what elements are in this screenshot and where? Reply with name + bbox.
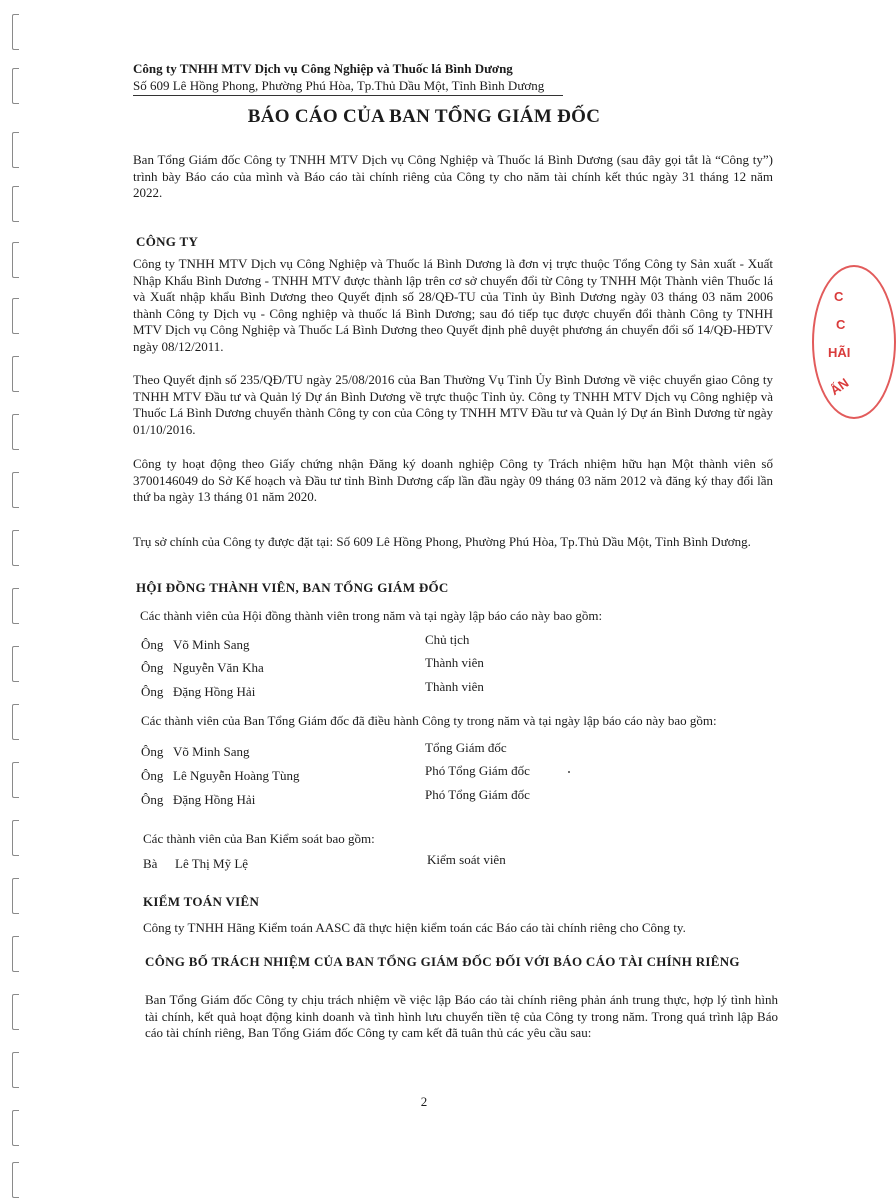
member-role: Thành viên [425,655,484,670]
company-paragraph-3: Công ty hoạt động theo Giấy chứng nhận Đăng ký doanh nghiệp Công ty Trách nhiệm hữu hạn Một thành viên số 3700146049 do Sở Kế hoạch và Đầu tư tỉnh Bình Dương cấp lần đầu ngày 09 tháng 03 năm 2012 và đăng ký thay đổi lần thứ ba ngày 13 tháng 01 năm 2020. [133,456,773,504]
responsibility-paragraph: Ban Tổng Giám đốc Công ty chịu trách nhiệm về việc lập Báo cáo tài chính riêng phản ánh trung thực, hợp lý tình hình tài chính, kết quả hoạt động kinh doanh và tình hình lưu chuyển tiền tệ của Công ty trong năm. Trong quá trình lập Báo cáo tài chính riêng, Ban Tổng Giám đốc Công ty cam kết đã tuân thủ các yêu cầu sau: [145,992,778,1040]
member-name: Nguyễn Văn Kha [173,660,264,675]
director-name: Lê Nguyễn Hoàng Tùng [173,768,300,783]
director-title: Ông [141,744,164,759]
director-name: Đặng Hồng Hải [173,792,256,807]
company-paragraph-4: Trụ sở chính của Công ty được đặt tại: Số 609 Lê Hồng Phong, Phường Phú Hòa, Tp.Thủ Dầu Một, Tỉnh Bình Dương. [133,534,751,549]
director-title: Ông [141,768,164,783]
director-role: Phó Tổng Giám đốc [425,763,530,778]
member-role: Thành viên [425,679,484,694]
page-number: 2 [420,1094,428,1109]
director-title: Ông [141,792,164,807]
supervisors-intro: Các thành viên của Ban Kiểm soát bao gồm: [143,831,375,846]
company-paragraph-1: Công ty TNHH MTV Dịch vụ Công Nghiệp và Thuốc lá Bình Dương là đơn vị trực thuộc Tổng Công ty Sản xuất - Xuất Nhập Khẩu Bình Dương - TNHH MTV được thành lập trên cơ sở chuyển đổi từ Công ty TNHH Một Thành viên Thuốc lá và Xuất nhập khẩu Bình Dương theo Quyết định số 28/QĐ-TU của Tỉnh ủy Bình Dương ngày 03 tháng 03 năm 2006 thành Công ty Dịch vụ - Công nghiệp và thuốc lá Bình Dương; sau đó tiếp tục được chuyển đổi thành Công ty TNHH MTV Dịch vụ Công Nghiệp và Thuốc Lá Bình Dương theo Quyết định phê duyệt phương án chuyển đổi số 14/QĐ-HĐTV ngày 08/12/2011. [133,256,773,354]
section-heading-responsibility: CÔNG BỐ TRÁCH NHIỆM CỦA BAN TỔNG GIÁM ĐỐC ĐỐI VỚI BÁO CÁO TÀI CHÍNH RIÊNG [145,954,740,969]
directors-intro: Các thành viên của Ban Tổng Giám đốc đã điều hành Công ty trong năm và tại ngày lập báo cáo này bao gồm: [141,713,717,728]
director-role: Phó Tổng Giám đốc [425,787,530,802]
member-title: Ông [141,637,164,652]
member-title: Ông [141,684,164,699]
binding-holes [6,0,26,1200]
intro-paragraph: Ban Tổng Giám đốc Công ty TNHH MTV Dịch vụ Công Nghiệp và Thuốc lá Bình Dương (sau đây gọi tắt là “Công ty”) trình bày Báo cáo của mình và Báo cáo tài chính riêng của Công ty cho năm tài chính kết thúc ngày 31 tháng 12 năm 2022. [133,152,773,200]
document-header [133,60,563,96]
company-stamp: C C HÃI ẤN [812,265,896,419]
supervisor-name: Lê Thị Mỹ Lệ [175,856,249,871]
supervisor-title: Bà [143,856,158,871]
section-heading-auditor: KIỂM TOÁN VIÊN [143,894,260,909]
company-name: Công ty TNHH MTV Dịch vụ Công Nghiệp và Thuốc lá Bình Dương [133,61,513,76]
member-title: Ông [141,660,164,675]
supervisor-role: Kiểm soát viên [427,852,506,867]
member-role: Chủ tịch [425,632,470,647]
auditor-text: Công ty TNHH Hãng Kiểm toán AASC đã thực hiện kiểm toán các Báo cáo tài chính riêng cho Công ty. [143,920,686,935]
page-title: BÁO CÁO CỦA BAN TỔNG GIÁM ĐỐC [247,106,601,127]
company-paragraph-2: Theo Quyết định số 235/QĐ/TU ngày 25/08/2016 của Ban Thường Vụ Tỉnh Ủy Bình Dương về việc chuyển giao Công ty TNHH MTV Đầu tư và Quản lý Dự án Bình Dương về trực thuộc Tỉnh ủy. Công ty TNHH MTV Dịch vụ Công nghiệp và Thuốc Lá Bình Dương chuyển thành Công ty con của Công ty TNHH MTV Đầu tư và Quản lý Dự án Bình Dương từ ngày 01/10/2016. [133,372,773,437]
member-name: Đặng Hồng Hải [173,684,256,699]
members-intro: Các thành viên của Hội đồng thành viên trong năm và tại ngày lập báo cáo này bao gồm: [140,608,603,623]
director-role: Tổng Giám đốc [425,740,507,755]
member-name: Võ Minh Sang [173,637,250,652]
company-address: Số 609 Lê Hồng Phong, Phường Phú Hòa, Tp.Thủ Dầu Một, Tỉnh Bình Dương [133,77,563,96]
section-heading-board: HỘI ĐỒNG THÀNH VIÊN, BAN TỔNG GIÁM ĐỐC [136,580,449,595]
stray-mark [568,771,570,773]
director-name: Võ Minh Sang [173,744,250,759]
section-heading-company: CÔNG TY [136,234,199,249]
